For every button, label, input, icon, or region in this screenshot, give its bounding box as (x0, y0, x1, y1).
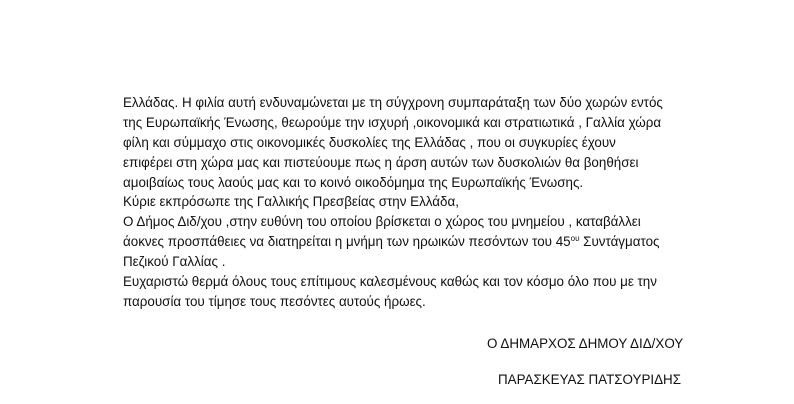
text-line: επιφέρει στη χώρα μας και πιστεύουμε πως η άρση αυτών των δυσκολιών θα βοηθήσει (123, 154, 639, 170)
text-line: φίλη και σύμμαχο στις οικονομικές δυσκολίες της Ελλάδας , που οι συγκυρίες έχουν (123, 134, 616, 150)
text-line: Ο Δήμος Διδ/χου ,στην ευθύνη του οποίου βρίσκεται ο χώρος του μνημείου , καταβάλλει (123, 214, 641, 230)
text-line: Ευχαριστώ θερμά όλους τους επίτιμους καλεσμένους καθώς και τον κόσμο όλο που με την (123, 274, 657, 290)
ordinal-superscript: ου (570, 234, 580, 244)
regiment-text-before: άοκνες προσπάθειες να διατηρείται η μνήμη των ηρωικών πεσόντων του 45 (123, 234, 571, 250)
letter-body (123, 93, 743, 312)
regiment-text-after: Συντάγματος (579, 234, 660, 250)
text-line: Ελλάδας. Η φιλία αυτή ενδυναμώνεται με τη σύγχρονη συμπαράταξη των δύο χωρών εντός (123, 95, 663, 110)
text-line: αμοιβαίως τους λαούς μας και το κοινό οικοδόμημα της Ευρωπαϊκής Ένωσης. (123, 174, 584, 190)
signature-title: Ο ΔΗΜΑΡΧΟΣ ΔΗΜΟΥ ΔΙΔ/ΧΟΥ (487, 336, 684, 351)
text-line: παρουσία του τίμησε τους πεσόντες αυτούς ήρωες. (123, 293, 426, 309)
signature-name: ΠΑΡΑΣΚΕΥΑΣ ΠΑΤΣΟΥΡΙΔΗΣ (498, 372, 682, 387)
salutation-line: Κύριε εκπρόσωπε της Γαλλικής Πρεσβείας στην Ελλάδα, (123, 194, 459, 210)
text-line: Πεζικού Γαλλίας . (123, 254, 226, 270)
regiment-line (123, 232, 743, 252)
text-line: της Ευρωπαϊκής Ένωσης, θεωρούμε την ισχυρή ,οικονομικά και στρατιωτικά , Γαλλία χώρα (123, 114, 662, 130)
